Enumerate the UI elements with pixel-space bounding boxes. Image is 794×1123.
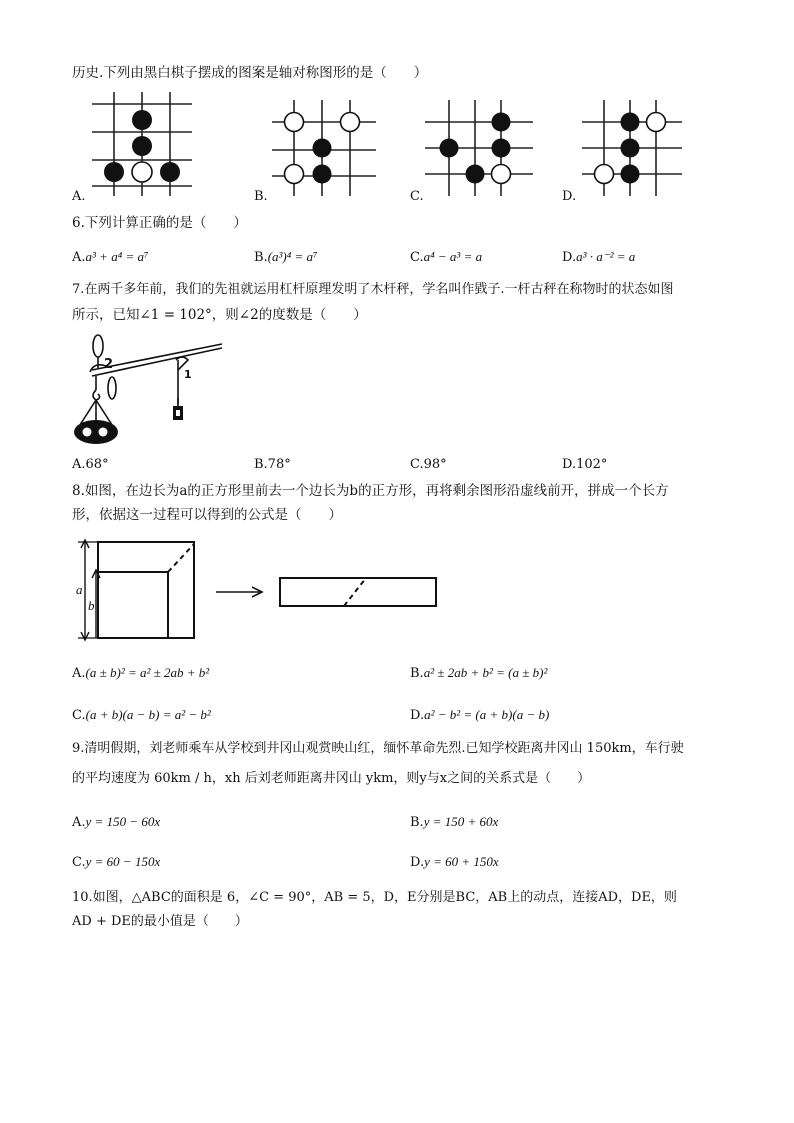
q9-stem-line2: 的平均速度为 60km / h，xh 后刘老师距离井冈山 ykm，则y与x之间的关系式是（ ）: [72, 771, 591, 786]
q7-stem-line1: 7.在两千多年前，我们的先祖就运用杠杆原理发明了木杆秤，学名叫作戥子.一杆古秤在称物时的状态如图: [72, 282, 674, 297]
q6-option-a: [72, 248, 149, 267]
q9-option-c-math: y = 60 − 150x: [85, 854, 161, 869]
q7-option-d: D.102°: [562, 457, 608, 472]
q8-option-b-letter: B.: [410, 666, 424, 681]
q8-stem-line2: 形，依据这一过程可以得到的公式是（ ）: [72, 507, 342, 523]
q7-option-b: B.78°: [254, 457, 291, 472]
q6-option-d-math: a³ · a⁻² = a: [576, 249, 636, 264]
q5-option-c-label: C.: [410, 189, 424, 204]
q8-option-a-math: (a ± b)² = a² ± 2ab + b²: [85, 665, 210, 680]
q6-option-b: [254, 248, 318, 267]
q5-stem: 历史.下列由黑白棋子摆成的图案是轴对称图形的是（ ）: [72, 65, 428, 81]
q6-option-c-letter: C.: [410, 250, 424, 265]
q8-square-figure: [76, 536, 442, 642]
q8-option-d-math: a² − b² = (a + b)(a − b): [424, 707, 550, 722]
q9-option-a-letter: A.: [72, 815, 86, 830]
q8-option-c: [72, 706, 211, 725]
q5-figure-d: [582, 100, 682, 196]
q9-option-d: [410, 853, 499, 872]
q8-stem-line1: 8.如图，在边长为a的正方形里前去一个边长为b的正方形，再将剩余图形沿虚线前开，拼成一个长方: [72, 483, 669, 499]
q9-option-d-math: y = 60 + 150x: [424, 854, 499, 869]
q5-option-a-label: A.: [72, 189, 86, 204]
q7-steelyard-figure: [72, 332, 224, 450]
q8-option-d: [410, 706, 549, 725]
q8-option-d-letter: D.: [410, 708, 425, 723]
q9-option-b: [410, 813, 498, 832]
q6-option-a-math: a³ + a⁴ = a⁷: [85, 249, 149, 264]
q9-option-b-math: y = 150 + 60x: [423, 814, 499, 829]
q5-option-d-label: D.: [562, 189, 577, 204]
q8-label-b: b: [88, 598, 95, 613]
q9-option-d-letter: D.: [410, 855, 425, 870]
q7-angle-2-label: 2: [104, 357, 114, 372]
q5-figure-c: [425, 100, 533, 196]
q8-option-b-math: a² ± 2ab + b² = (a ± b)²: [423, 665, 548, 680]
q6-stem: 6.下列计算正确的是（ ）: [72, 215, 247, 231]
q9-option-a: [72, 813, 160, 832]
q6-option-d: [562, 248, 635, 267]
q5-figure-a: [92, 92, 192, 196]
q10-stem-line2: AD + DE的最小值是（ ）: [72, 914, 248, 929]
q8-option-c-letter: C.: [72, 708, 86, 723]
q9-option-c-letter: C.: [72, 855, 86, 870]
q6-option-d-letter: D.: [562, 250, 577, 265]
q7-angle-1-label: 1: [184, 368, 192, 381]
q7-stem-line2: 所示，已知∠1 = 102°，则∠2的度数是（ ）: [72, 307, 367, 323]
q8-option-a-letter: A.: [72, 666, 86, 681]
q8-label-a: a: [76, 582, 83, 597]
q5-option-b-label: B.: [254, 189, 268, 204]
q9-option-c: [72, 853, 160, 872]
q9-option-a-math: y = 150 − 60x: [85, 814, 161, 829]
q7-option-c: C.98°: [410, 457, 447, 472]
q6-option-b-math: (a³)⁴ = a⁷: [267, 249, 318, 264]
q9-option-b-letter: B.: [410, 815, 424, 830]
q9-stem-line1: 9.清明假期，刘老师乘车从学校到井冈山观赏映山红，缅怀革命先烈.已知学校距离井冈山 150km，车行驶: [72, 741, 684, 756]
q6-option-b-letter: B.: [254, 250, 268, 265]
q6-option-a-letter: A.: [72, 250, 86, 265]
q5-figure-b: [272, 100, 376, 196]
q6-option-c-math: a⁴ − a³ = a: [423, 249, 483, 264]
q8-option-b: [410, 664, 547, 683]
q10-stem-line1: 10.如图，△ABC的面积是 6，∠C = 90°，AB = 5，D，E分别是BC，AB上的动点，连接AD，DE，则: [72, 890, 677, 905]
q8-option-a: [72, 664, 209, 683]
q8-option-c-math: (a + b)(a − b) = a² − b²: [85, 707, 211, 722]
q7-option-a: A.68°: [72, 457, 109, 472]
q6-option-c: [410, 248, 482, 267]
